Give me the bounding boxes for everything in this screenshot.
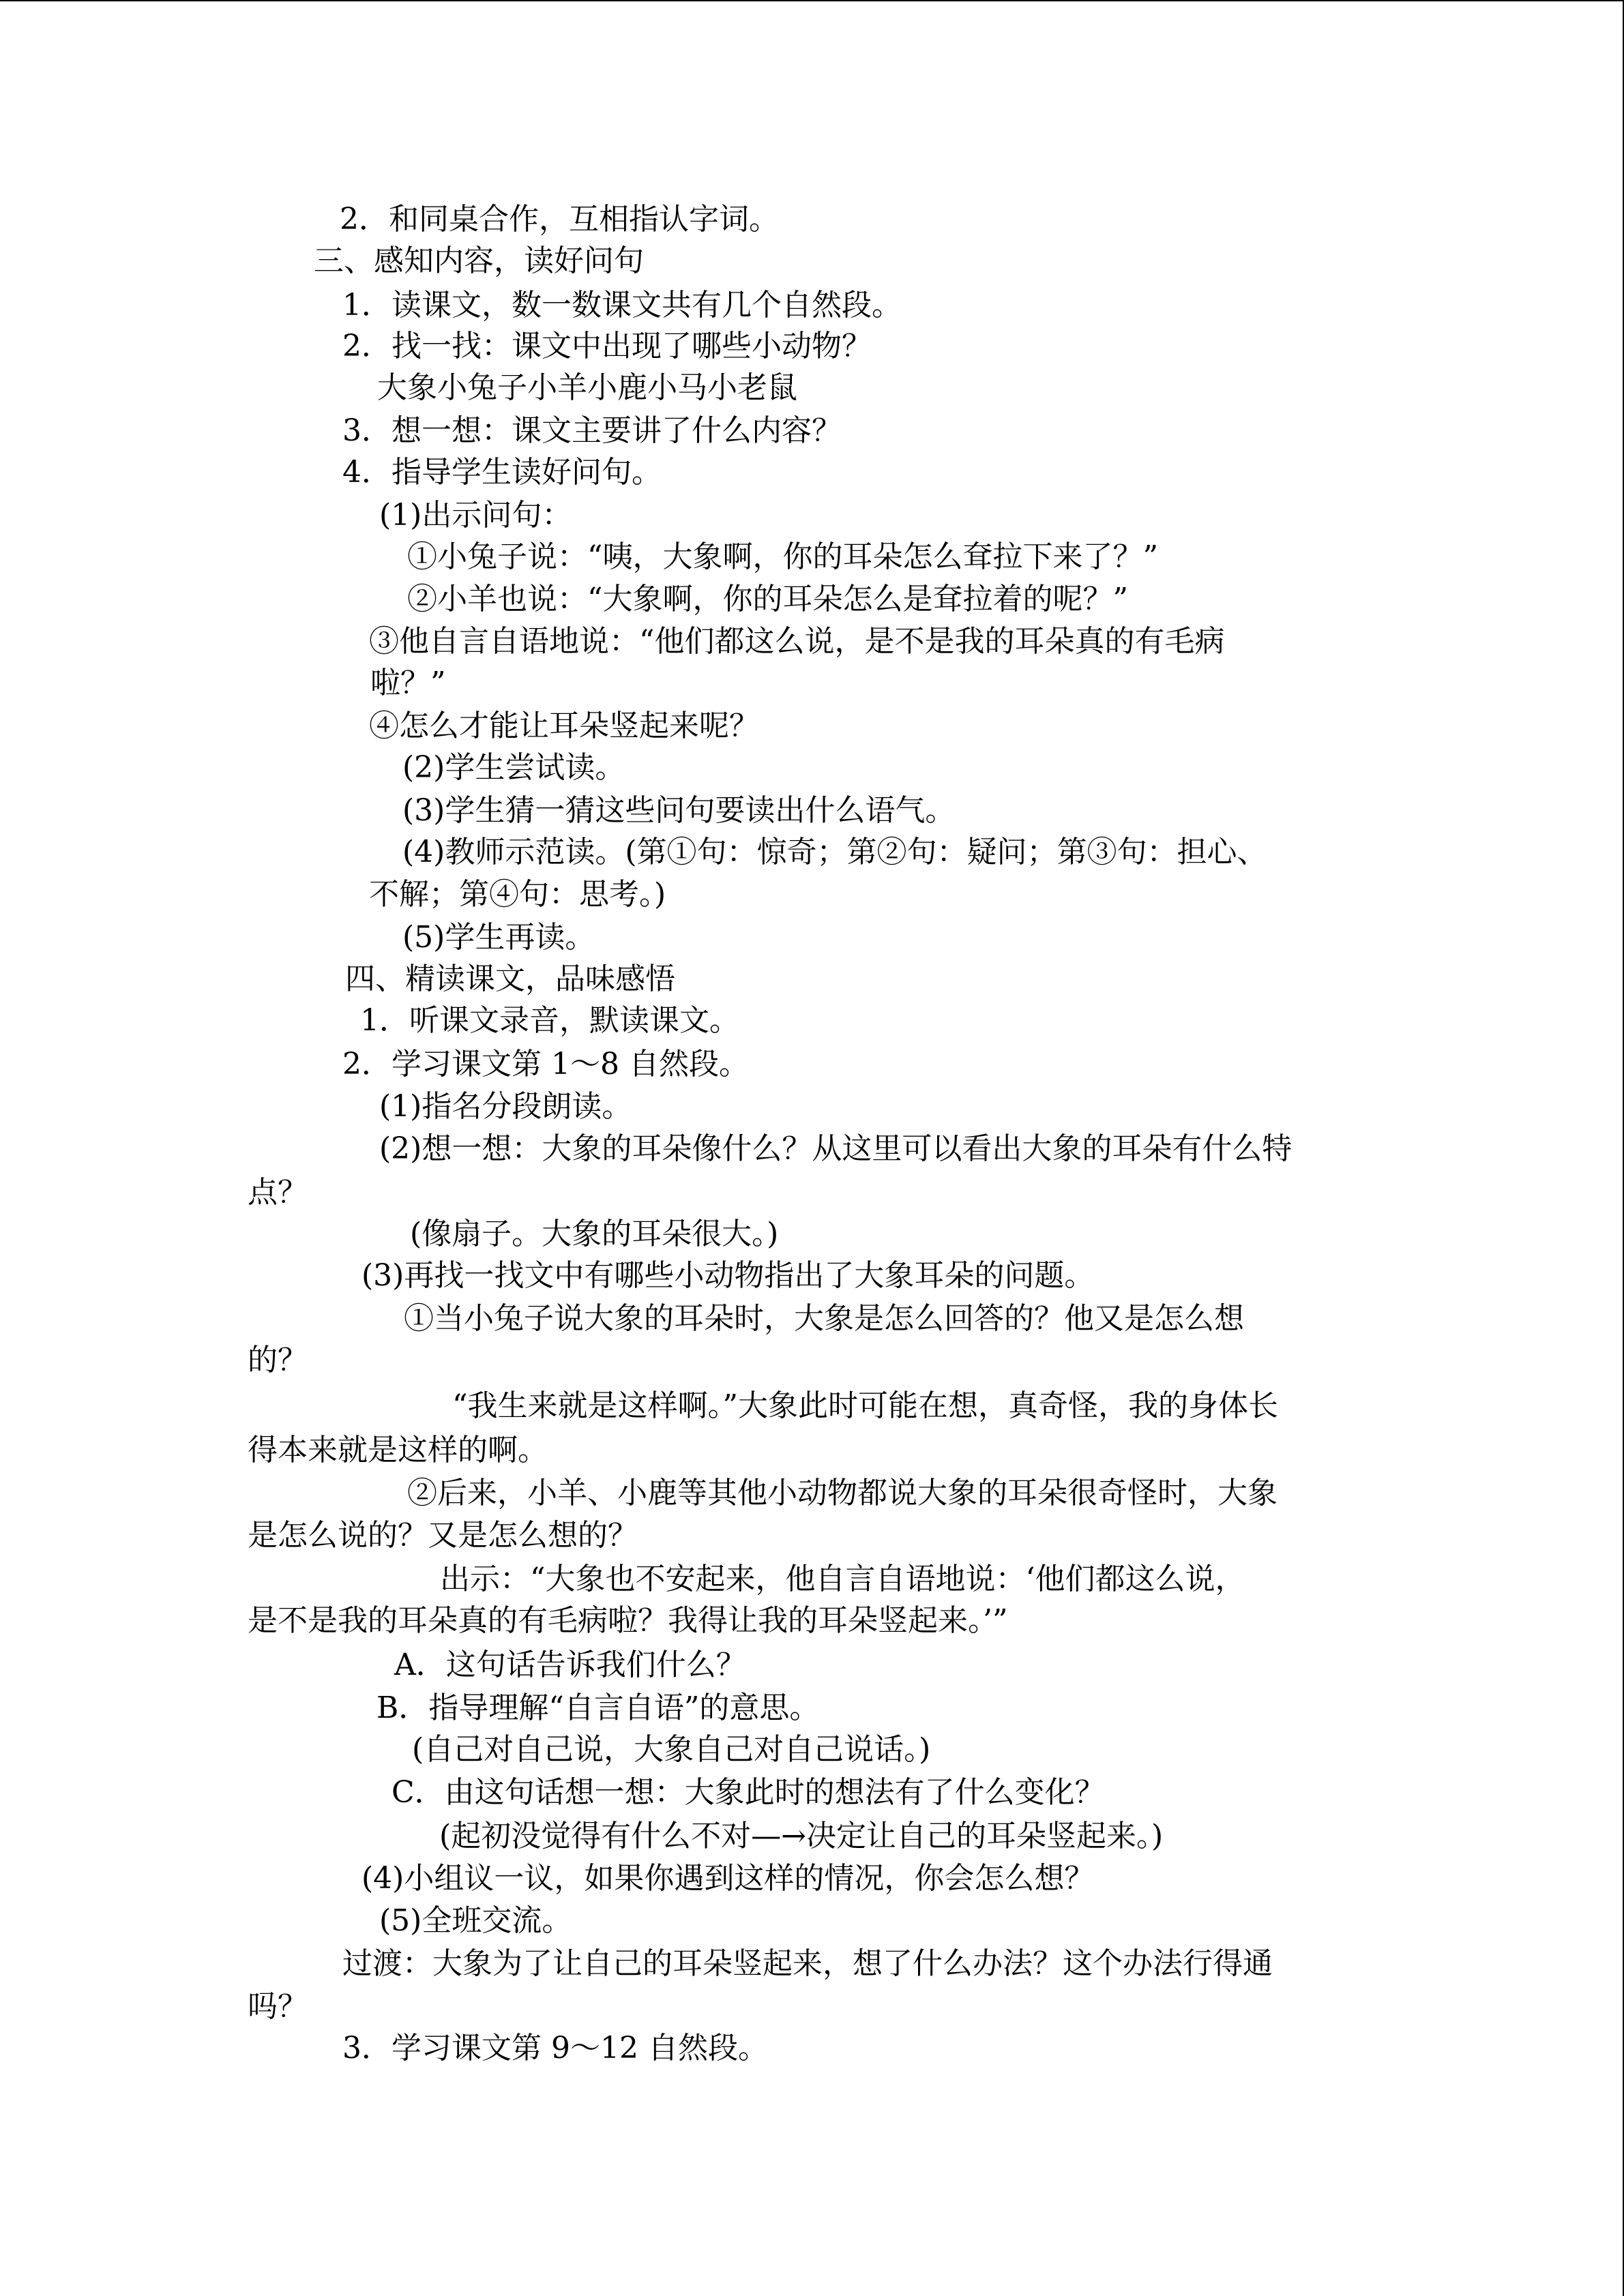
text-line: 1．听课文录音，默读课文。 [360,1003,739,1038]
text-line: (5)学生再读。 [402,920,595,955]
text-line: 1．读课文，数一数课文共有几个自然段。 [342,288,902,323]
text-line: 3．想一想：课文主要讲了什么内容？ [342,413,842,448]
text-line: ④怎么才能让耳朵竖起来呢？ [369,709,759,743]
text-line: 3．学习课文第 9～12 自然段。 [342,2031,768,2066]
text-line: (4)小组议一议，如果你遇到这样的情况，你会怎么想？ [361,1861,1095,1896]
text-line: C．由这句话想一想：大象此时的想法有了什么变化？ [392,1775,1105,1810]
text-line: B．指导理解“自言自语”的意思。 [377,1690,820,1725]
text-line: ③他自言自语地说：“他们都这么说，是不是我的耳朵真的有毛病 [369,624,1225,659]
text-line: ②后来，小羊、小鹿等其他小动物都说大象的耳朵很奇怪时，大象 [407,1476,1278,1510]
text-line: (2)想一想：大象的耳朵像什么？从这里可以看出大象的耳朵有什么特 [379,1131,1293,1166]
page-top-border [0,0,1624,1]
text-line: 2．找一找：课文中出现了哪些小动物？ [342,329,872,363]
text-line: 吗？ [248,1989,308,2024]
text-line: (3)再找一找文中有哪些小动物指出了大象耳朵的问题。 [361,1258,1095,1293]
text-line: 过渡：大象为了让自己的耳朵竖起来，想了什么办法？这个办法行得通 [342,1946,1273,1981]
text-line: 2．和同桌合作，互相指认字词。 [340,202,779,237]
text-line: 大象小兔子小羊小鹿小马小老鼠 [377,370,797,405]
text-line: ②小羊也说：“大象啊，你的耳朵怎么是耷拉着的呢？” [407,582,1128,616]
text-line: (2)学生尝试读。 [402,750,625,785]
text-line: (1)指名分段朗读。 [379,1089,632,1124]
text-line: ①当小兔子说大象的耳朵时，大象是怎么回答的？他又是怎么想 [404,1301,1244,1336]
text-line: (5)全班交流。 [379,1903,572,1938]
text-line: 2．学习课文第 1～8 自然段。 [342,1047,749,1082]
text-line: A．这句话告诉我们什么？ [394,1648,746,1682]
text-line: 是怎么说的？又是怎么想的？ [248,1518,638,1553]
text-line: (自己对自己说，大象自己对自己说话。) [412,1732,931,1767]
text-line: (起初没觉得有什么不对—→决定让自己的耳朵竖起来。) [439,1819,1164,1853]
text-line: 是不是我的耳朵真的有毛病啦？我得让我的耳朵竖起来。’” [248,1603,1008,1638]
text-line: 出示：“大象也不安起来，他自言自语地说：‘他们都这么说， [440,1562,1245,1596]
text-line: 得本来就是这样的啊。 [248,1433,548,1467]
text-line: 点？ [248,1175,308,1210]
text-line: (4)教师示范读。(第①句：惊奇；第②句：疑问；第③句：担心、 [402,835,1267,869]
text-line: 的？ [248,1343,308,1377]
text-line: (3)学生猜一猜这些问句要读出什么语气。 [402,793,956,828]
text-line: 4．指导学生读好问句。 [342,455,662,490]
text-line: (1)出示问句： [379,498,572,533]
text-line: 啦？” [370,666,446,700]
text-line: 三、感知内容，读好问句 [314,243,644,278]
text-line: ①小兔子说：“咦，大象啊，你的耳朵怎么耷拉下来了？” [407,539,1158,574]
text-line: “我生来就是这样啊。”大象此时可能在想，真奇怪，我的身体长 [452,1388,1278,1423]
text-line: 四、精读课文，品味感悟 [345,961,675,996]
text-line: 不解；第④句：思考。) [369,877,666,912]
text-line: (像扇子。大象的耳朵很大。) [410,1217,779,1251]
